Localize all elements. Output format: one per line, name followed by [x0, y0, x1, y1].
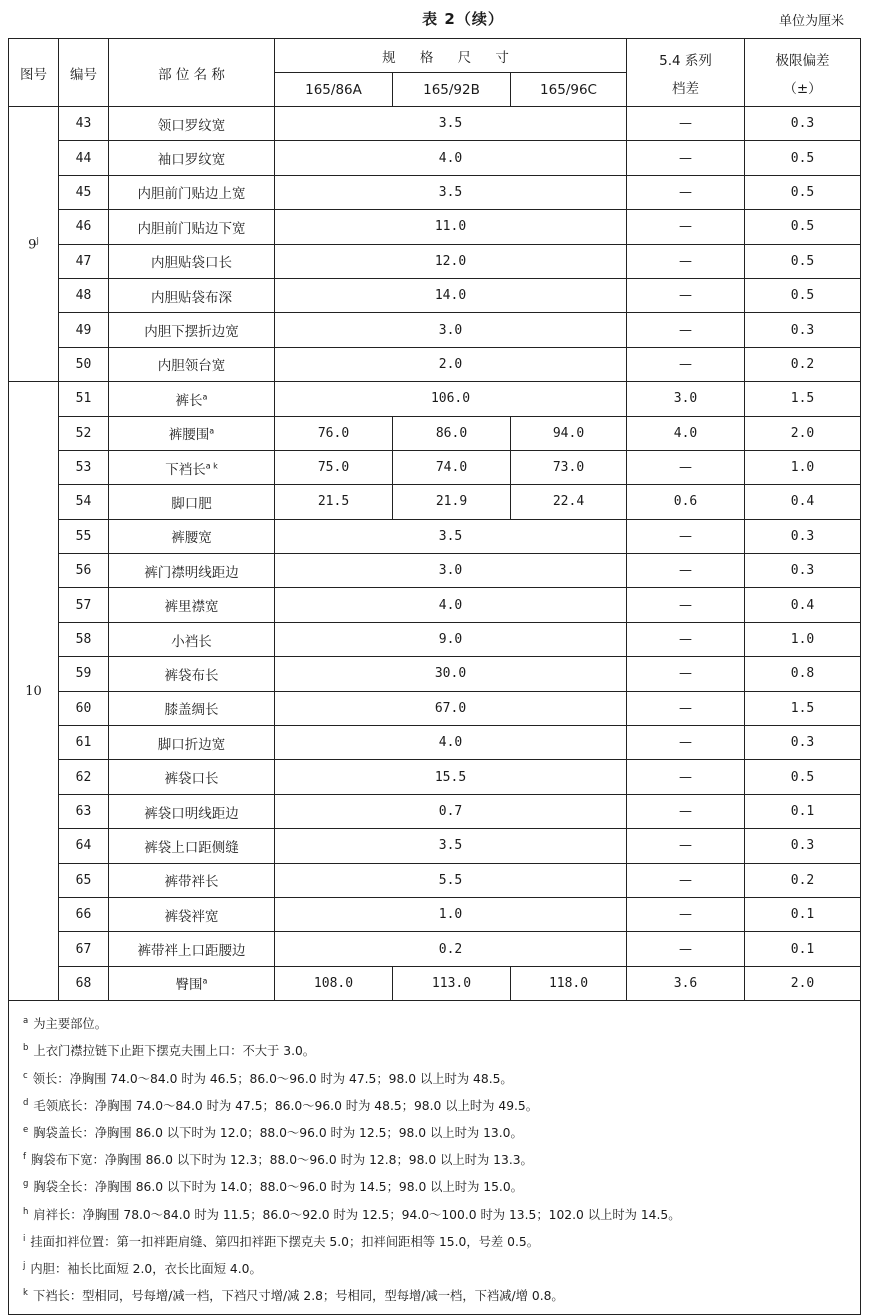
spec-value-cell: 74.0 [393, 450, 511, 484]
series-diff-cell: — [627, 863, 745, 897]
table-row [9, 244, 861, 278]
spec-value-cell: 75.0 [275, 450, 393, 484]
serial-no-cell: 46 [59, 210, 109, 244]
serial-no-cell: 48 [59, 278, 109, 312]
tolerance-cell: 0.3 [745, 519, 861, 553]
spec-value-cell: 4.0 [275, 141, 627, 175]
footnote-text: 下裆长：型相同，号每增/减一档，下裆尺寸增/减 2.8；号相同，型每增/减一档，下裆减/增 0.8。 [32, 1289, 564, 1304]
spec-value-cell: 4.0 [275, 588, 627, 622]
serial-no-cell: 64 [59, 829, 109, 863]
tolerance-cell: 1.5 [745, 382, 861, 416]
part-name-text: 裤长 [175, 392, 203, 409]
part-name-footnote-ref: a [202, 392, 208, 402]
part-name-cell [109, 657, 275, 691]
table-row [9, 622, 861, 656]
footnote-text: 为主要部位。 [33, 1017, 108, 1032]
spec-value-cell: 67.0 [275, 691, 627, 725]
series-diff-cell: — [627, 107, 745, 141]
serial-no-cell: 56 [59, 554, 109, 588]
footnote-text: 上衣门襟拉链下止距下摆克夫围上口：不大于 3.0。 [33, 1044, 316, 1059]
part-name-cell [109, 278, 275, 312]
series-diff-cell: — [627, 726, 745, 760]
footnote-text: 胸袋布下宽：净胸围 86.0 以下时为 12.3；88.0～96.0 时为 12.8；98.0 以上时为 13.3。 [31, 1153, 533, 1168]
figure-group-cell [9, 107, 59, 382]
footnote-line [23, 1064, 854, 1091]
part-name-cell [109, 519, 275, 553]
table-row [9, 107, 861, 141]
spec-value-cell: 118.0 [511, 966, 627, 1000]
spec-value-cell: 86.0 [393, 416, 511, 450]
spec-value-cell: 9.0 [275, 622, 627, 656]
part-name-cell [109, 107, 275, 141]
part-name-cell [109, 760, 275, 794]
tolerance-cell: 0.3 [745, 554, 861, 588]
footnote-ref: h [23, 1206, 29, 1217]
part-name-text: 裤带袢上口距腰边 [137, 943, 246, 960]
tolerance-cell: 1.0 [745, 450, 861, 484]
table-row [9, 794, 861, 828]
header-size-b: 165/92B [393, 73, 511, 107]
series-diff-cell: — [627, 519, 745, 553]
series-diff-cell: — [627, 691, 745, 725]
part-name-cell [109, 588, 275, 622]
spec-value-cell: 3.0 [275, 313, 627, 347]
part-name-cell [109, 794, 275, 828]
part-name-text: 裤袋口明线距边 [144, 805, 239, 822]
serial-no-cell: 65 [59, 863, 109, 897]
spec-value-cell: 3.5 [275, 829, 627, 863]
part-name-cell [109, 313, 275, 347]
footnote-line [23, 1227, 854, 1254]
part-name-text: 袖口罗纹宽 [157, 152, 226, 169]
table-row [9, 175, 861, 209]
tolerance-cell: 0.5 [745, 278, 861, 312]
part-name-cell [109, 450, 275, 484]
part-name-text: 臀围 [175, 977, 203, 994]
spec-value-cell: 22.4 [511, 485, 627, 519]
tolerance-cell: 0.5 [745, 175, 861, 209]
serial-no-cell: 49 [59, 313, 109, 347]
spec-value-cell: 21.5 [275, 485, 393, 519]
series-diff-cell: — [627, 554, 745, 588]
header-series-diff [627, 39, 745, 107]
part-name-cell [109, 485, 275, 519]
footnote-ref: c [23, 1070, 28, 1081]
header-series-line2: 档差 [672, 80, 700, 97]
part-name-text: 下裆长 [165, 461, 206, 478]
series-diff-cell: — [627, 313, 745, 347]
serial-no-cell: 59 [59, 657, 109, 691]
tolerance-cell: 0.5 [745, 141, 861, 175]
serial-no-cell: 63 [59, 794, 109, 828]
footnote-line [23, 1118, 854, 1145]
footnote-text: 胸袋盖长：净胸围 86.0 以下时为 12.0；88.0～96.0 时为 12.5；98.0 以上时为 13.0。 [33, 1125, 523, 1140]
part-name-cell [109, 966, 275, 1000]
part-name-cell [109, 244, 275, 278]
part-name-cell [109, 347, 275, 381]
serial-no-cell: 58 [59, 622, 109, 656]
part-name-text: 裤袋袢宽 [164, 908, 219, 925]
figure-group-footnote-ref: j [36, 235, 39, 245]
spec-value-cell: 94.0 [511, 416, 627, 450]
footnote-line [23, 1172, 854, 1199]
tolerance-cell: 0.8 [745, 657, 861, 691]
header-part-name: 部 位 名 称 [109, 39, 275, 107]
table-row [9, 382, 861, 416]
tolerance-cell: 0.4 [745, 588, 861, 622]
header-spec-group: 规 格 尺 寸 [275, 39, 627, 73]
spec-value-cell: 14.0 [275, 278, 627, 312]
tolerance-cell: 0.1 [745, 932, 861, 966]
serial-no-cell: 54 [59, 485, 109, 519]
table-row [9, 691, 861, 725]
table-row [9, 554, 861, 588]
serial-no-cell: 47 [59, 244, 109, 278]
series-diff-cell: — [627, 141, 745, 175]
footnote-text: 内胆：袖长比面短 2.0，衣长比面短 4.0。 [30, 1261, 262, 1276]
footnote-text: 领长：净胸围 74.0～84.0 时为 46.5；86.0～96.0 时为 47.5；98.0 以上时为 48.5。 [32, 1071, 513, 1086]
part-name-text: 膝盖绸长 [164, 702, 219, 719]
serial-no-cell: 67 [59, 932, 109, 966]
tolerance-cell: 0.1 [745, 897, 861, 931]
part-name-cell [109, 726, 275, 760]
part-name-text: 内胆贴袋布深 [151, 289, 232, 306]
series-diff-cell: — [627, 450, 745, 484]
tolerance-cell: 0.5 [745, 210, 861, 244]
part-name-text: 裤里襟宽 [164, 599, 219, 616]
footnote-ref: i [23, 1233, 26, 1244]
serial-no-cell: 66 [59, 897, 109, 931]
serial-no-cell: 61 [59, 726, 109, 760]
part-name-text: 内胆领台宽 [157, 358, 226, 375]
table-row [9, 519, 861, 553]
part-name-footnote-ref: a [202, 976, 208, 986]
footnote-ref: e [23, 1124, 29, 1135]
tolerance-cell: 1.5 [745, 691, 861, 725]
tolerance-cell: 0.2 [745, 347, 861, 381]
table-row [9, 347, 861, 381]
footnote-line [23, 1091, 854, 1118]
serial-no-cell: 44 [59, 141, 109, 175]
series-diff-cell: — [627, 897, 745, 931]
part-name-text: 裤腰宽 [171, 530, 212, 547]
spec-value-cell: 0.2 [275, 932, 627, 966]
series-diff-cell: — [627, 588, 745, 622]
part-name-text: 内胆前门贴边上宽 [137, 186, 246, 203]
header-size-a: 165/86A [275, 73, 393, 107]
part-name-text: 小裆长 [171, 633, 212, 650]
footnote-text: 胸袋全长：净胸围 86.0 以下时为 14.0；88.0～96.0 时为 14.5；98.0 以上时为 15.0。 [33, 1180, 523, 1195]
tolerance-cell: 0.5 [745, 244, 861, 278]
table-row [9, 313, 861, 347]
series-diff-cell: 3.6 [627, 966, 745, 1000]
spec-value-cell: 106.0 [275, 382, 627, 416]
tolerance-cell: 0.3 [745, 107, 861, 141]
table-row [9, 966, 861, 1000]
serial-no-cell: 51 [59, 382, 109, 416]
footnotes [9, 1001, 861, 1315]
part-name-cell [109, 622, 275, 656]
header-tolerance-line2: （±） [783, 80, 822, 97]
table-row [9, 863, 861, 897]
footnote-ref: j [23, 1260, 26, 1271]
series-diff-cell: — [627, 278, 745, 312]
unit-label: 单位为厘米 [778, 14, 844, 29]
table-row [9, 416, 861, 450]
serial-no-cell: 50 [59, 347, 109, 381]
table-row [9, 278, 861, 312]
part-name-text: 脚口折边宽 [157, 736, 226, 753]
figure-group-label: 9 [28, 237, 37, 253]
spec-value-cell: 0.7 [275, 794, 627, 828]
series-diff-cell: — [627, 175, 745, 209]
series-diff-cell: 3.0 [627, 382, 745, 416]
part-name-text: 裤袋布长 [164, 667, 219, 684]
footnote-line [23, 1145, 854, 1172]
footnote-ref: b [23, 1043, 29, 1054]
table-row [9, 657, 861, 691]
part-name-text: 内胆前门贴边下宽 [137, 220, 246, 237]
series-diff-cell: — [627, 794, 745, 828]
table-row [9, 726, 861, 760]
part-name-cell [109, 932, 275, 966]
part-name-cell [109, 691, 275, 725]
part-name-cell [109, 829, 275, 863]
footnote-line [23, 1254, 854, 1281]
table-row [9, 829, 861, 863]
header-tolerance-line1: 极限偏差 [775, 52, 830, 69]
table-row [9, 210, 861, 244]
table-header [9, 39, 861, 107]
spec-value-cell: 12.0 [275, 244, 627, 278]
serial-no-cell: 52 [59, 416, 109, 450]
part-name-text: 脚口肥 [171, 495, 212, 512]
serial-no-cell: 55 [59, 519, 109, 553]
tolerance-cell: 0.3 [745, 726, 861, 760]
footnote-text: 挂面扣袢位置：第一扣袢距肩缝、第四扣袢距下摆克夫 5.0；扣袢间距相等 15.0，号差 0.5。 [30, 1234, 539, 1249]
part-name-text: 领口罗纹宽 [157, 117, 226, 134]
tolerance-cell: 0.2 [745, 863, 861, 897]
spec-value-cell: 1.0 [275, 897, 627, 931]
part-name-text: 内胆贴袋口长 [151, 255, 232, 272]
header-figure-no: 图号 [9, 39, 59, 107]
table-row [9, 450, 861, 484]
series-diff-cell: — [627, 622, 745, 656]
header-series-line1: 5.4 系列 [659, 52, 712, 69]
tolerance-cell: 2.0 [745, 416, 861, 450]
table-body [9, 107, 861, 1001]
spec-value-cell: 3.5 [275, 175, 627, 209]
part-name-footnote-ref: a k [205, 461, 218, 471]
footnote-line [23, 1200, 854, 1227]
spec-table [8, 38, 861, 1315]
footnote-line [23, 1281, 854, 1308]
header-size-c: 165/96C [511, 73, 627, 107]
part-name-cell [109, 175, 275, 209]
tolerance-cell: 0.5 [745, 760, 861, 794]
footnote-line [23, 1036, 854, 1063]
part-name-text: 裤袋上口距侧缝 [144, 839, 239, 856]
footnote-ref: k [23, 1288, 28, 1299]
spec-value-cell: 73.0 [511, 450, 627, 484]
tolerance-cell: 0.4 [745, 485, 861, 519]
spec-value-cell: 11.0 [275, 210, 627, 244]
footnote-text: 毛领底长：净胸围 74.0～84.0 时为 47.5；86.0～96.0 时为 48.5；98.0 以上时为 49.5。 [33, 1098, 539, 1113]
part-name-text: 裤袋口长 [164, 771, 219, 788]
spec-value-cell: 76.0 [275, 416, 393, 450]
figure-group-cell [9, 382, 59, 1001]
spec-value-cell: 30.0 [275, 657, 627, 691]
spec-value-cell: 15.5 [275, 760, 627, 794]
spec-value-cell: 4.0 [275, 726, 627, 760]
spec-value-cell: 2.0 [275, 347, 627, 381]
tolerance-cell: 2.0 [745, 966, 861, 1000]
series-diff-cell: 0.6 [627, 485, 745, 519]
serial-no-cell: 60 [59, 691, 109, 725]
part-name-cell [109, 863, 275, 897]
footnote-line [23, 1009, 854, 1036]
table-row [9, 897, 861, 931]
footnote-ref: a [23, 1016, 29, 1027]
serial-no-cell: 45 [59, 175, 109, 209]
tolerance-cell: 0.3 [745, 313, 861, 347]
spec-value-cell: 113.0 [393, 966, 511, 1000]
serial-no-cell: 57 [59, 588, 109, 622]
tolerance-cell: 0.3 [745, 829, 861, 863]
part-name-cell [109, 382, 275, 416]
tolerance-cell: 1.0 [745, 622, 861, 656]
spec-value-cell: 3.5 [275, 107, 627, 141]
part-name-text: 裤带袢长 [164, 874, 219, 891]
spec-value-cell: 108.0 [275, 966, 393, 1000]
part-name-text: 内胆下摆折边宽 [144, 324, 239, 341]
table-caption [0, 6, 870, 32]
series-diff-cell: 4.0 [627, 416, 745, 450]
tolerance-cell: 0.1 [745, 794, 861, 828]
part-name-cell [109, 554, 275, 588]
spec-value-cell: 21.9 [393, 485, 511, 519]
footnote-ref: g [23, 1179, 29, 1190]
series-diff-cell: — [627, 829, 745, 863]
table-row [9, 485, 861, 519]
footnote-text: 肩袢长：净胸围 78.0～84.0 时为 11.5；86.0～92.0 时为 12.5；94.0～100.0 时为 13.5；102.0 以上时为 14.5。 [33, 1207, 681, 1222]
part-name-cell [109, 210, 275, 244]
series-diff-cell: — [627, 657, 745, 691]
table-title: 表 2（续） [422, 10, 504, 28]
spec-value-cell: 5.5 [275, 863, 627, 897]
figure-group-label: 10 [25, 683, 42, 699]
part-name-cell [109, 897, 275, 931]
table-row [9, 141, 861, 175]
serial-no-cell: 43 [59, 107, 109, 141]
series-diff-cell: — [627, 244, 745, 278]
header-tolerance [745, 39, 861, 107]
footnote-ref: f [23, 1152, 26, 1163]
serial-no-cell: 62 [59, 760, 109, 794]
header-serial-no: 编号 [59, 39, 109, 107]
spec-value-cell: 3.0 [275, 554, 627, 588]
serial-no-cell: 53 [59, 450, 109, 484]
part-name-cell [109, 416, 275, 450]
spec-value-cell: 3.5 [275, 519, 627, 553]
part-name-cell [109, 141, 275, 175]
footnote-ref: d [23, 1097, 29, 1108]
part-name-footnote-ref: a [209, 426, 215, 436]
part-name-text: 裤腰围 [168, 427, 210, 444]
table-row [9, 588, 861, 622]
table-row [9, 932, 861, 966]
series-diff-cell: — [627, 932, 745, 966]
series-diff-cell: — [627, 760, 745, 794]
series-diff-cell: — [627, 210, 745, 244]
part-name-text: 裤门襟明线距边 [144, 564, 239, 581]
serial-no-cell: 68 [59, 966, 109, 1000]
table-row [9, 760, 861, 794]
series-diff-cell: — [627, 347, 745, 381]
